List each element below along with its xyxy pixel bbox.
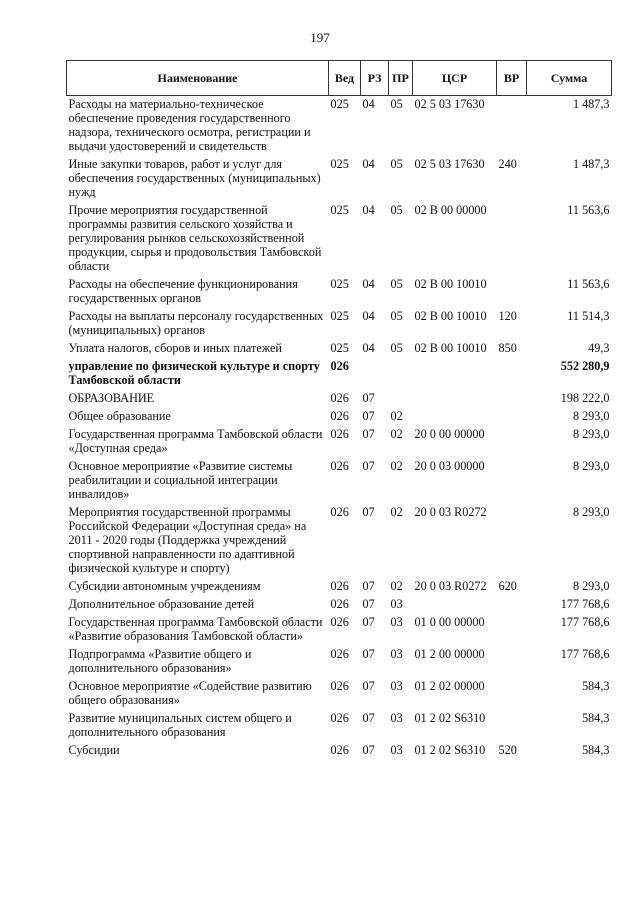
cell-sum: 177 768,6 xyxy=(560,597,610,611)
cell-rz: 07 xyxy=(362,579,375,593)
cell-csr xyxy=(413,596,497,614)
cell-vr xyxy=(497,614,527,646)
cell-pr: 03 xyxy=(390,743,403,757)
page-number: 197 xyxy=(310,30,330,45)
cell-ved: 025 xyxy=(330,97,349,111)
cell-sum: 584,3 xyxy=(582,743,610,757)
cell-pr xyxy=(389,358,413,390)
cell-pr: 05 xyxy=(390,97,403,111)
table-row xyxy=(67,578,612,596)
cell-ved: 026 xyxy=(330,615,349,629)
cell-vr xyxy=(497,504,527,578)
header-ved: Вед xyxy=(329,61,361,96)
cell-name: Государственная программа Тамбовской области «Доступная среда» xyxy=(68,427,323,455)
cell-name: ОБРАЗОВАНИЕ xyxy=(68,391,155,405)
cell-csr: 01 2 00 00000 xyxy=(414,647,485,661)
cell-sum: 177 768,6 xyxy=(560,647,610,661)
cell-name: Государственная программа Тамбовской области «Развитие образования Тамбовской области» xyxy=(68,615,323,643)
header-sum: Сумма xyxy=(527,61,612,96)
cell-vr xyxy=(497,96,527,157)
cell-pr: 03 xyxy=(390,679,403,693)
cell-sum: 8 293,0 xyxy=(572,427,610,441)
cell-sum: 552 280,9 xyxy=(560,359,610,373)
cell-ved: 025 xyxy=(330,203,349,217)
cell-ved: 026 xyxy=(330,579,349,593)
cell-rz: 07 xyxy=(362,597,375,611)
cell-pr: 03 xyxy=(390,647,403,661)
cell-ved: 026 xyxy=(330,459,349,473)
cell-csr xyxy=(413,408,497,426)
cell-ved: 026 xyxy=(330,427,349,441)
cell-name: Дополнительное образование детей xyxy=(68,597,255,611)
budget-table xyxy=(66,60,612,760)
cell-ved: 026 xyxy=(330,597,349,611)
cell-ved: 026 xyxy=(330,743,349,757)
cell-rz: 07 xyxy=(362,409,375,423)
table-row xyxy=(67,358,612,390)
cell-sum: 584,3 xyxy=(582,711,610,725)
cell-csr: 20 0 03 00000 xyxy=(414,459,485,473)
cell-vr: 620 xyxy=(498,579,517,593)
cell-rz: 07 xyxy=(362,505,375,519)
cell-vr xyxy=(497,646,527,678)
table-row xyxy=(67,678,612,710)
cell-pr: 02 xyxy=(390,505,403,519)
table-row xyxy=(67,458,612,504)
cell-rz: 07 xyxy=(362,427,375,441)
cell-sum: 8 293,0 xyxy=(572,459,610,473)
cell-rz: 07 xyxy=(362,647,375,661)
cell-sum: 1 487,3 xyxy=(572,97,610,111)
cell-csr: 02 5 03 17630 xyxy=(414,157,485,171)
cell-csr: 02 В 00 00000 xyxy=(414,203,487,217)
cell-pr: 02 xyxy=(390,579,403,593)
cell-pr: 02 xyxy=(390,427,403,441)
cell-ved: 026 xyxy=(330,647,349,661)
table-row xyxy=(67,742,612,760)
table-row xyxy=(67,408,612,426)
table-row xyxy=(67,504,612,578)
cell-vr xyxy=(497,276,527,308)
cell-ved: 025 xyxy=(330,277,349,291)
cell-rz: 04 xyxy=(362,97,375,111)
cell-csr: 02 В 00 10010 xyxy=(414,309,487,323)
cell-vr: 850 xyxy=(498,341,517,355)
cell-sum: 11 563,6 xyxy=(567,277,610,291)
table-row xyxy=(67,614,612,646)
cell-vr xyxy=(497,710,527,742)
header-rz: РЗ xyxy=(361,61,389,96)
cell-pr: 02 xyxy=(390,459,403,473)
cell-vr xyxy=(497,426,527,458)
header-name: Наименование xyxy=(67,61,329,96)
cell-rz: 07 xyxy=(362,743,375,757)
cell-csr: 02 В 00 10010 xyxy=(414,277,487,291)
cell-ved: 025 xyxy=(330,309,349,323)
cell-csr xyxy=(413,390,497,408)
cell-name: управление по физической культуре и спорту Тамбовской области xyxy=(68,359,320,387)
cell-sum: 8 293,0 xyxy=(572,409,610,423)
cell-csr: 02 В 00 10010 xyxy=(414,341,487,355)
cell-csr: 01 2 02 S6310 xyxy=(414,711,486,725)
cell-name: Основное мероприятие «Содействие развитию общего образования» xyxy=(68,679,312,707)
cell-vr xyxy=(497,596,527,614)
cell-pr: 05 xyxy=(390,277,403,291)
cell-name: Уплата налогов, сборов и иных платежей xyxy=(68,341,282,355)
cell-ved: 026 xyxy=(330,711,349,725)
cell-csr: 01 2 02 S6310 xyxy=(414,743,486,757)
header-pr: ПР xyxy=(389,61,413,96)
cell-pr: 03 xyxy=(390,711,403,725)
table-row xyxy=(67,308,612,340)
cell-csr xyxy=(413,358,497,390)
cell-pr: 05 xyxy=(390,157,403,171)
cell-name: Расходы на материально-техническое обеспечение проведения государственного надзора, технического осмотра, регистрации и выдачи удостоверений и свидетельств xyxy=(68,97,311,153)
cell-ved: 026 xyxy=(330,359,349,373)
cell-rz: 07 xyxy=(362,679,375,693)
cell-name: Общее образование xyxy=(68,409,171,423)
table-row xyxy=(67,276,612,308)
cell-pr: 03 xyxy=(390,615,403,629)
cell-sum: 11 563,6 xyxy=(567,203,610,217)
cell-csr: 20 0 03 R0272 xyxy=(414,579,487,593)
table-body xyxy=(67,96,612,761)
cell-name: Развитие муниципальных систем общего и дополнительного образования xyxy=(68,711,292,739)
cell-ved: 025 xyxy=(330,341,349,355)
cell-name: Расходы на обеспечение функционирования государственных органов xyxy=(68,277,298,305)
cell-pr: 05 xyxy=(390,309,403,323)
cell-name: Подпрограмма «Развитие общего и дополнительного образования» xyxy=(68,647,252,675)
cell-ved: 026 xyxy=(330,391,349,405)
cell-vr xyxy=(497,390,527,408)
table-row xyxy=(67,390,612,408)
cell-sum: 584,3 xyxy=(582,679,610,693)
cell-rz: 04 xyxy=(362,157,375,171)
table-row xyxy=(67,646,612,678)
cell-name: Основное мероприятие «Развитие системы реабилитации и социальной интеграции инвалидов» xyxy=(68,459,293,501)
table-row xyxy=(67,710,612,742)
table-row xyxy=(67,202,612,276)
table-row xyxy=(67,596,612,614)
cell-sum: 177 768,6 xyxy=(560,615,610,629)
cell-vr xyxy=(497,202,527,276)
cell-sum: 198 222,0 xyxy=(560,391,610,405)
cell-rz: 07 xyxy=(362,391,375,405)
cell-sum: 8 293,0 xyxy=(572,505,610,519)
table-row xyxy=(67,96,612,157)
cell-ved: 026 xyxy=(330,679,349,693)
cell-rz: 04 xyxy=(362,309,375,323)
cell-rz: 07 xyxy=(362,711,375,725)
cell-name: Субсидии xyxy=(68,743,120,757)
cell-sum: 8 293,0 xyxy=(572,579,610,593)
cell-sum: 1 487,3 xyxy=(572,157,610,171)
cell-ved: 025 xyxy=(330,157,349,171)
cell-ved: 026 xyxy=(330,505,349,519)
table-row xyxy=(67,340,612,358)
cell-rz: 07 xyxy=(362,459,375,473)
cell-name: Прочие мероприятия государственной программы развития сельского хозяйства и регулирования рынков сельскохозяйственной продукции, сырья и продовольствия Тамбовской области xyxy=(68,203,322,273)
cell-name: Иные закупки товаров, работ и услуг для обеспечения государственных (муниципальных) нужд xyxy=(68,157,321,199)
cell-vr: 120 xyxy=(498,309,517,323)
cell-pr: 05 xyxy=(390,203,403,217)
cell-csr: 20 0 03 R0272 xyxy=(414,505,487,519)
cell-sum: 11 514,3 xyxy=(567,309,610,323)
cell-pr: 03 xyxy=(390,597,403,611)
cell-ved: 026 xyxy=(330,409,349,423)
cell-csr: 02 5 03 17630 xyxy=(414,97,485,111)
table-row xyxy=(67,156,612,202)
cell-csr: 01 2 02 00000 xyxy=(414,679,485,693)
cell-csr: 01 0 00 00000 xyxy=(414,615,485,629)
cell-rz: 04 xyxy=(362,203,375,217)
cell-rz: 04 xyxy=(362,277,375,291)
cell-rz: 04 xyxy=(362,341,375,355)
cell-name: Расходы на выплаты персоналу государственных (муниципальных) органов xyxy=(68,309,324,337)
cell-rz xyxy=(361,358,389,390)
cell-vr: 240 xyxy=(498,157,517,171)
cell-vr: 520 xyxy=(498,743,517,757)
cell-name: Мероприятия государственной программы Российской Федерации «Доступная среда» на 2011 - 2020 годы (Поддержка учреждений спортивной направленности по адаптивной физической культуре и спорту) xyxy=(68,505,307,575)
cell-vr xyxy=(497,408,527,426)
cell-name: Субсидии автономным учреждениям xyxy=(68,579,261,593)
cell-vr xyxy=(497,358,527,390)
cell-vr xyxy=(497,458,527,504)
cell-pr: 02 xyxy=(390,409,403,423)
cell-csr: 20 0 00 00000 xyxy=(414,427,485,441)
cell-pr: 05 xyxy=(390,341,403,355)
header-csr: ЦСР xyxy=(413,61,497,96)
table-row xyxy=(67,426,612,458)
cell-vr xyxy=(497,678,527,710)
cell-rz: 07 xyxy=(362,615,375,629)
cell-sum: 49,3 xyxy=(588,341,610,355)
cell-pr xyxy=(389,390,413,408)
header-vr: ВР xyxy=(497,61,527,96)
table-header-row xyxy=(67,61,612,96)
